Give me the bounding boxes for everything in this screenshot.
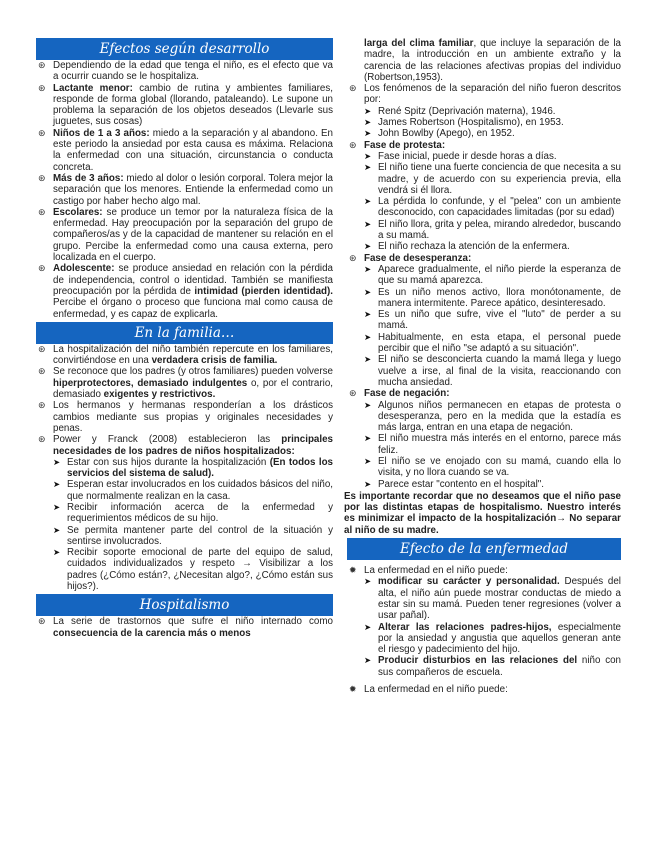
section-header-efecto-enfermedad (347, 538, 621, 560)
sub-list-item: ➤ Aparece gradualmente, el niño pierde la esperanza de que su mamá aparezca. (364, 263, 621, 287)
important-note: Es importante recordar que no deseamos que el niño pase por las distintas etapas de hospitalismo. Nuestro interés es minimizar el impacto de la hospitalización→ No separar al niño de su madre. (344, 490, 621, 536)
phase-heading-negacion: ⊛ Fase de negación: (349, 388, 450, 400)
sub-list-item: ➤ Recibir información acerca de la enfermedad y requerimientos médicos de su hijo. (53, 501, 333, 525)
arrow-icon: ➤ (53, 524, 61, 535)
arrow-icon: ➤ (364, 478, 372, 489)
sub-list-item: ➤ Esperan estar involucrados en los cuidados básicos del niño, que normalmente realizan en la casa. (53, 479, 333, 502)
sub-list-item: ➤ La pérdida lo confunde, y el "pelea" con un ambiente desconocido, con capacidades limitadas (por su edad) (364, 196, 621, 219)
sub-list-item: ➤ René Spitz (Deprivación materna), 1946. (364, 105, 556, 117)
bullet-icon: ⊛ (38, 343, 46, 354)
list-item: ⊛ Los fenómenos de la separación del niño fueron descritos por: (349, 83, 621, 106)
arrow-icon: ➤ (364, 331, 372, 342)
sub-list-item: ➤ Fase inicial, puede ir desde horas a días. (364, 150, 557, 162)
list-item: ⊛ Adolescente: se produce ansiedad en relación con la pérdida de independencia, control o identidad. También se manifiesta preocupación por la pérdida de intimidad (pierden identidad). Percibe el órgano o proceso que funciona mal como causa de enfermedad, y es capaz de explicarla. (38, 263, 333, 320)
arrow-icon: ➤ (364, 128, 372, 139)
bullet-icon: ⊛ (38, 263, 46, 274)
sub-list-item: ➤ John Bowlby (Apego), en 1952. (364, 128, 515, 140)
bullet-icon: ⊛ (38, 60, 46, 70)
arrow-icon: ➤ (364, 286, 372, 297)
arrow-icon: ➤ (364, 105, 372, 116)
sub-list-item: ➤ El niño llora, grita y pelea, mirando alrededor, buscando a su mamá. (364, 218, 621, 242)
arrow-icon: ➤ (364, 433, 372, 444)
section-header-efectos-desarrollo (36, 38, 333, 60)
list-item: ⊛ Niños de 1 a 3 años: miedo a la separación y al abandono. En este periodo la ansiedad por esta causa es máxima. Relaciona la enfermedad con una situación, circunstancia o conducta concreta. (38, 127, 333, 173)
arrow-icon: ➤ (364, 263, 372, 274)
sub-list-item: ➤ El niño rechaza la atención de la enfermera. (364, 241, 570, 253)
section-header-familia (36, 322, 333, 344)
bullet-icon: ⊛ (38, 400, 46, 411)
arrow-icon: ➤ (364, 117, 372, 128)
arrow-icon: ➤ (364, 218, 372, 229)
bullet-icon: ⊛ (349, 139, 357, 150)
list-item: ⊛ Los hermanos y hermanas responderían a los drásticos cambios mediante sus propias y originales necesidades y penas. (38, 400, 333, 434)
sub-list-item: ➤ El niño se desconcierta cuando la mamá llega y luego vuelve a irse, al final de la visita, reaccionando con mucha ansiedad. (364, 354, 621, 388)
arrow-icon: ➤ (364, 621, 372, 632)
bullet-icon: ⊛ (349, 252, 357, 263)
bullet-icon: ⊛ (38, 434, 46, 445)
arrow-icon: ➤ (364, 655, 372, 666)
arrow-icon: ➤ (364, 150, 372, 161)
arrow-icon: ➤ (364, 576, 372, 587)
list-item: ⊛ Dependiendo de la edad que tenga el niño, es el efecto que va a ocurrir cuando se le hospitaliza. (38, 60, 333, 83)
sub-list-item: ➤ Se permita mantener parte del control de la situación y sentirse involucrados. (53, 524, 333, 547)
bullet-icon: ⊛ (38, 82, 46, 93)
list-item: ⊛ Lactante menor: cambio de rutina y ambientes familiares, responde de forma global (llorando, pataleando). Le supone un problema la separación de los objetos deseados (Llevarle sus juguetes, sus cosas) (38, 82, 333, 128)
arrow-icon: ➤ (364, 455, 372, 466)
paragraph-continuation: larga del clima familiar, que incluye la separación de la madre, la introducción en un ambiente extraño y la carencia de las relaciones afectivas propias del individuo (Robertson,1953). (364, 38, 621, 83)
bullet-icon: ⊛ (349, 83, 357, 94)
list-item: ⊛ Power y Franck (2008) establecieron las principales necesidades de los padres de niños hospitalizados: (38, 434, 333, 457)
arrow-icon: ➤ (53, 501, 61, 512)
arrow-icon: ➤ (364, 162, 372, 173)
arrow-icon: ➤ (53, 547, 61, 558)
bullet-icon: ⊛ (38, 366, 46, 377)
arrow-icon: ➤ (53, 479, 61, 490)
section-title: Efecto de la enfermedad (399, 541, 569, 558)
sub-list-item: ➤ Alterar las relaciones padres-hijos, especialmente por la ansiedad y angustia que aquellos generan ante el riesgo y padecimiento del hijo. (364, 621, 621, 656)
star-bullet-icon: ✹ (349, 565, 357, 576)
arrow-icon: ➤ (53, 456, 61, 467)
sub-list-item: ➤ Algunos niños permanecen en etapas de protesta o desesperanza, pero en la medida que la estadía es más larga, entran en una etapa de negación. (364, 399, 621, 434)
bullet-icon: ⊛ (38, 172, 46, 183)
section-title: Efectos según desarrollo (99, 41, 270, 57)
arrow-icon: ➤ (364, 309, 372, 320)
sub-list-item: ➤ Parece estar "contento en el hospital". (364, 478, 544, 490)
bullet-icon: ⊛ (38, 206, 46, 217)
sub-list-item: ➤ James Robertson (Hospitalismo), en 1953. (364, 117, 564, 129)
bullet-icon: ⊛ (349, 388, 357, 399)
sub-list-item: ➤ El niño se ve enojado con su mamá, cuando ella lo visita, y no llora cuando se va. (364, 455, 621, 479)
left-column (36, 0, 333, 639)
arrow-icon: ➤ (364, 399, 372, 410)
sub-list-item: ➤ modificar su carácter y personalidad. Después del alta, el niño aún puede mostrar conductas de miedo a estar sin su mamá. Pueden tener regresiones (volver a usar pañal). (364, 576, 621, 622)
bullet-icon: ⊛ (38, 616, 46, 627)
section-title: Hospitalismo (139, 597, 230, 614)
list-item: ⊛ Se reconoce que los padres (y otros familiares) pueden volverse hiperprotectores, demasiado indulgentes o, por el contrario, demasiado exigentes y restrictivos. (38, 366, 333, 401)
list-item: ⊛ La serie de trastornos que sufre el niño internado como consecuencia de la carencia más o menos (38, 616, 333, 639)
phase-heading-desesperanza: ⊛ Fase de desesperanza: (349, 252, 472, 264)
sub-list-item: ➤ Producir disturbios en las relaciones del niño con sus compañeros de escuela. (364, 655, 622, 678)
list-item: ⊛ Escolares: se produce un temor por la naturaleza física de la enfermedad. Hay preocupación por la separación del grupo de compañeros/as y de la capacidad de mantener su relación en el grupo. Percibe la enfermedad como una causa externa, pero localizada en el cuerpo. (38, 206, 333, 264)
sub-list-item: ➤ El niño muestra más interés en el entorno, parece más feliz. (364, 433, 621, 456)
section-header-hospitalismo (36, 594, 333, 616)
arrow-icon: ➤ (364, 196, 372, 207)
bullet-icon: ⊛ (38, 127, 46, 138)
arrow-icon: ➤ (364, 354, 372, 365)
sub-list-item: ➤ Es un niño menos activo, llora monótonamente, de manera intermitente. Parece apático, desinteresado. (364, 286, 621, 309)
sub-list-item: ➤ Recibir soporte emocional de parte del equipo de salud, cuidados individualizados y respeto → Visibilizar a los padres (¿Cómo están?, ¿Necesitan algo?, ¿Cómo están sus hijos?). (53, 547, 333, 593)
star-bullet-icon: ✹ (349, 684, 357, 695)
right-column (344, 0, 622, 696)
list-item: ✹ La enfermedad en el niño puede: (349, 565, 508, 577)
list-item: ⊛ Más de 3 años: miedo al dolor o lesión corporal. Tolera mejor la separación que los menores. Entiende la enfermedad como un castigo por haber hecho algo mal. (38, 172, 333, 207)
arrow-icon: ➤ (364, 241, 372, 252)
sub-list-item: ➤ El niño tiene una fuerte conciencia de que necesita a su madre, y de acuerdo con su experiencia previa, ella vendrá si él llora. (364, 162, 621, 196)
sub-list-item: ➤ Estar con sus hijos durante la hospitalización (En todos los servicios del sistema de salud). (53, 456, 334, 480)
sub-list-item: ➤ Habitualmente, en esta etapa, el personal puede percibir que el niño "se adaptó a su situación". (364, 331, 621, 355)
section-title: En la familia… (134, 324, 235, 341)
list-item: ⊛ La hospitalización del niño también repercute en los familiares, convirtiéndose en una verdadera crisis de familia. (38, 343, 333, 367)
list-item: ✹ La enfermedad en el niño puede: (349, 684, 508, 696)
phase-heading-protesta: ⊛ Fase de protesta: (349, 139, 446, 151)
sub-list-item: ➤ Es un niño que sufre, vive el "luto" de perder a su mamá. (364, 309, 621, 332)
